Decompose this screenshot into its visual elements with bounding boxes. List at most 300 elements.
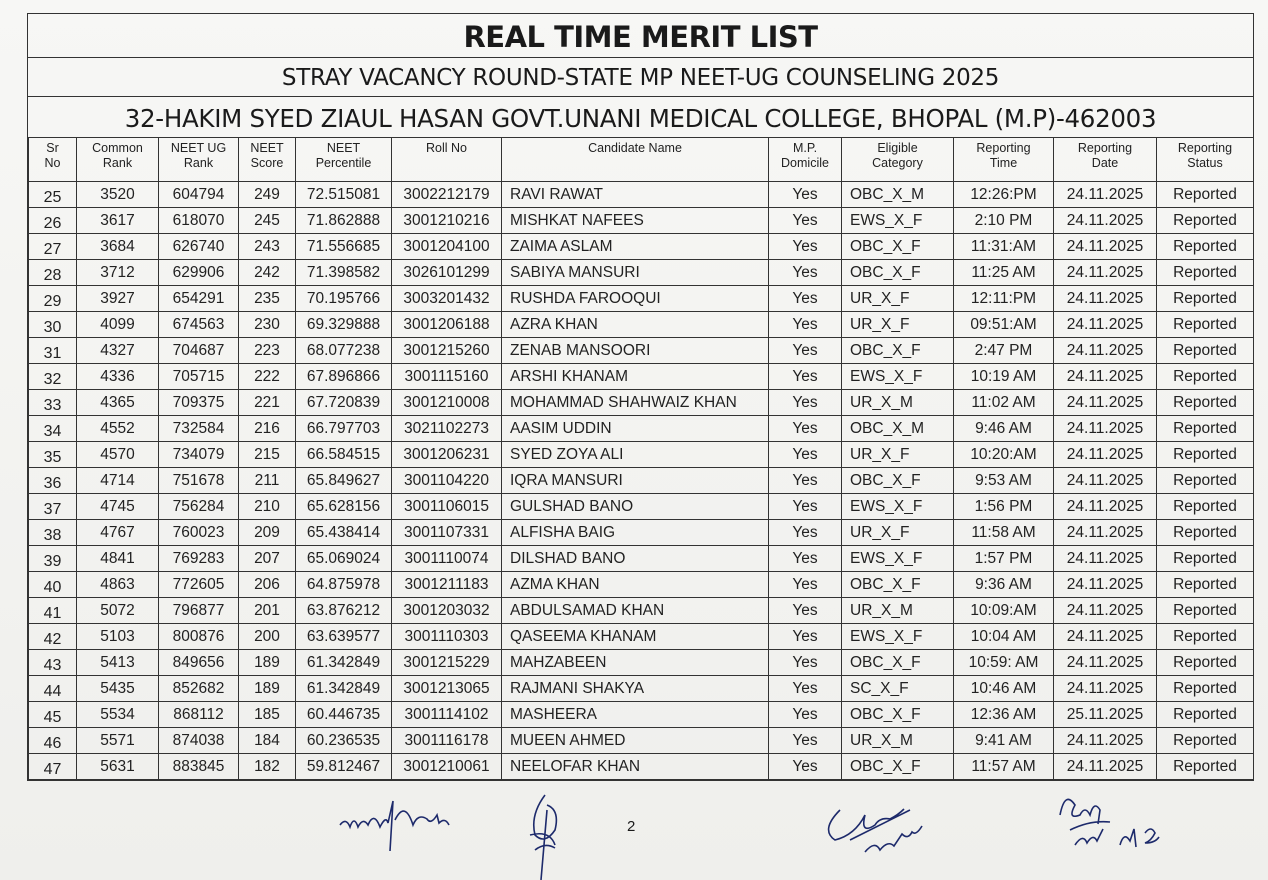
cell-neet-score: 211: [239, 468, 296, 494]
cell-neet-ug-rank: 751678: [159, 468, 239, 494]
column-header-line: Eligible: [877, 141, 918, 155]
cell-eligible-category: EWS_X_F: [842, 494, 954, 520]
cell-candidate-name: DILSHAD BANO: [502, 546, 769, 572]
cell-reporting-status: Reported: [1157, 442, 1254, 468]
cell-neet-percentile: 65.438414: [296, 520, 392, 546]
cell-mp-domicile: Yes: [769, 338, 842, 364]
cell-roll-no: 3001210008: [392, 390, 502, 416]
cell-reporting-date: 24.11.2025: [1054, 728, 1157, 754]
cell-candidate-name: NEELOFAR KHAN: [502, 754, 769, 780]
cell-neet-score: 206: [239, 572, 296, 598]
signature-2: [810, 790, 960, 860]
cell-neet-score: 222: [239, 364, 296, 390]
cell-reporting-date: 24.11.2025: [1054, 494, 1157, 520]
cell-reporting-status: Reported: [1157, 754, 1254, 780]
cell-candidate-name: ARSHI KHANAM: [502, 364, 769, 390]
cell-reporting-time: 12:36 AM: [954, 702, 1054, 728]
cell-neet-percentile: 66.797703: [296, 416, 392, 442]
cell-eligible-category: OBC_X_F: [842, 702, 954, 728]
cell-sr-no: 31: [29, 338, 77, 364]
cell-mp-domicile: Yes: [769, 260, 842, 286]
column-header-candidate-name: [502, 138, 769, 182]
cell-reporting-time: 11:25 AM: [954, 260, 1054, 286]
cell-neet-ug-rank: 618070: [159, 208, 239, 234]
cell-common-rank: 3520: [77, 182, 159, 208]
cell-candidate-name: AZMA KHAN: [502, 572, 769, 598]
cell-common-rank: 4336: [77, 364, 159, 390]
cell-neet-ug-rank: 769283: [159, 546, 239, 572]
table-row: [29, 546, 1254, 572]
cell-neet-score: 245: [239, 208, 296, 234]
column-header-line: Roll No: [426, 141, 467, 155]
cell-neet-ug-rank: 709375: [159, 390, 239, 416]
cell-common-rank: 5534: [77, 702, 159, 728]
column-header-line: Date: [1091, 156, 1119, 170]
table-row: [29, 312, 1254, 338]
cell-neet-score: 189: [239, 650, 296, 676]
cell-eligible-category: OBC_X_F: [842, 650, 954, 676]
column-header-roll-no: [392, 138, 502, 182]
cell-reporting-date: 24.11.2025: [1054, 676, 1157, 702]
column-header-line: Reporting: [1177, 141, 1233, 155]
cell-candidate-name: SYED ZOYA ALI: [502, 442, 769, 468]
cell-neet-percentile: 71.862888: [296, 208, 392, 234]
cell-reporting-date: 24.11.2025: [1054, 598, 1157, 624]
cell-neet-ug-rank: 874038: [159, 728, 239, 754]
column-header-reporting-status: [1157, 138, 1254, 182]
cell-reporting-date: 24.11.2025: [1054, 260, 1157, 286]
cell-neet-ug-rank: 734079: [159, 442, 239, 468]
table-row: [29, 338, 1254, 364]
cell-roll-no: 3021102273: [392, 416, 502, 442]
cell-reporting-status: Reported: [1157, 468, 1254, 494]
cell-eligible-category: UR_X_F: [842, 520, 954, 546]
cell-sr-no: 44: [29, 676, 77, 702]
cell-mp-domicile: Yes: [769, 572, 842, 598]
cell-neet-score: 216: [239, 416, 296, 442]
cell-neet-ug-rank: 756284: [159, 494, 239, 520]
column-header-line: Rank: [183, 156, 214, 170]
table-row: [29, 728, 1254, 754]
cell-eligible-category: UR_X_M: [842, 390, 954, 416]
cell-reporting-date: 24.11.2025: [1054, 572, 1157, 598]
cell-neet-percentile: 71.556685: [296, 234, 392, 260]
cell-neet-score: 182: [239, 754, 296, 780]
cell-sr-no: 37: [29, 494, 77, 520]
cell-sr-no: 41: [29, 598, 77, 624]
cell-neet-percentile: 67.896866: [296, 364, 392, 390]
cell-neet-ug-rank: 626740: [159, 234, 239, 260]
cell-sr-no: 45: [29, 702, 77, 728]
table-row: [29, 520, 1254, 546]
cell-reporting-status: Reported: [1157, 728, 1254, 754]
column-header-line: Status: [1187, 156, 1223, 170]
cell-neet-ug-rank: 674563: [159, 312, 239, 338]
table-row: [29, 260, 1254, 286]
cell-sr-no: 46: [29, 728, 77, 754]
cell-reporting-time: 1:57 PM: [954, 546, 1054, 572]
cell-reporting-time: 09:51:AM: [954, 312, 1054, 338]
cell-eligible-category: UR_X_F: [842, 312, 954, 338]
cell-reporting-status: Reported: [1157, 598, 1254, 624]
cell-reporting-date: 24.11.2025: [1054, 338, 1157, 364]
cell-mp-domicile: Yes: [769, 182, 842, 208]
cell-common-rank: 5435: [77, 676, 159, 702]
cell-neet-percentile: 65.849627: [296, 468, 392, 494]
cell-mp-domicile: Yes: [769, 520, 842, 546]
cell-reporting-time: 10:04 AM: [954, 624, 1054, 650]
cell-mp-domicile: Yes: [769, 286, 842, 312]
cell-sr-no: 32: [29, 364, 77, 390]
merit-table: [28, 137, 1254, 780]
cell-common-rank: 3617: [77, 208, 159, 234]
cell-neet-ug-rank: 760023: [159, 520, 239, 546]
column-header-line: Domicile: [781, 156, 829, 170]
cell-reporting-status: Reported: [1157, 234, 1254, 260]
cell-common-rank: 3712: [77, 260, 159, 286]
cell-sr-no: 47: [29, 754, 77, 780]
cell-neet-ug-rank: 604794: [159, 182, 239, 208]
signature-1: [335, 790, 595, 880]
column-header-line: Time: [989, 156, 1018, 170]
cell-eligible-category: EWS_X_F: [842, 624, 954, 650]
cell-roll-no: 3001115160: [392, 364, 502, 390]
cell-reporting-date: 24.11.2025: [1054, 650, 1157, 676]
cell-eligible-category: UR_X_M: [842, 728, 954, 754]
cell-candidate-name: RAJMANI SHAKYA: [502, 676, 769, 702]
cell-sr-no: 27: [29, 234, 77, 260]
cell-roll-no: 3001210061: [392, 754, 502, 780]
column-header-line: Reporting: [976, 141, 1031, 155]
cell-sr-no: 40: [29, 572, 77, 598]
column-header-neet-score: [239, 138, 296, 182]
table-row: [29, 286, 1254, 312]
cell-neet-score: 210: [239, 494, 296, 520]
cell-common-rank: 4570: [77, 442, 159, 468]
cell-neet-score: 207: [239, 546, 296, 572]
table-row: [29, 598, 1254, 624]
cell-common-rank: 4552: [77, 416, 159, 442]
column-header-line: Score: [250, 156, 284, 170]
table-row: [29, 754, 1254, 780]
cell-neet-percentile: 61.342849: [296, 650, 392, 676]
cell-candidate-name: AZRA KHAN: [502, 312, 769, 338]
cell-common-rank: 3684: [77, 234, 159, 260]
cell-reporting-time: 1:56 PM: [954, 494, 1054, 520]
cell-reporting-status: Reported: [1157, 416, 1254, 442]
cell-candidate-name: SABIYA MANSURI: [502, 260, 769, 286]
cell-roll-no: 3001110303: [392, 624, 502, 650]
cell-common-rank: 5571: [77, 728, 159, 754]
table-row: [29, 234, 1254, 260]
column-header-neet-percentile: [296, 138, 392, 182]
column-header-line: Percentile: [315, 156, 372, 170]
cell-reporting-date: 24.11.2025: [1054, 416, 1157, 442]
cell-reporting-time: 11:31:AM: [954, 234, 1054, 260]
cell-neet-percentile: 66.584515: [296, 442, 392, 468]
cell-reporting-status: Reported: [1157, 520, 1254, 546]
cell-eligible-category: OBC_X_F: [842, 468, 954, 494]
cell-reporting-status: Reported: [1157, 364, 1254, 390]
cell-eligible-category: EWS_X_F: [842, 364, 954, 390]
cell-roll-no: 3001106015: [392, 494, 502, 520]
cell-sr-no: 34: [29, 416, 77, 442]
cell-reporting-time: 11:58 AM: [954, 520, 1054, 546]
cell-neet-percentile: 60.236535: [296, 728, 392, 754]
cell-common-rank: 4099: [77, 312, 159, 338]
cell-reporting-date: 25.11.2025: [1054, 702, 1157, 728]
column-header-line: Common: [92, 141, 143, 155]
table-row: [29, 702, 1254, 728]
table-row: [29, 572, 1254, 598]
cell-common-rank: 4863: [77, 572, 159, 598]
table-row: [29, 364, 1254, 390]
cell-neet-score: 215: [239, 442, 296, 468]
cell-candidate-name: ABDULSAMAD KHAN: [502, 598, 769, 624]
cell-reporting-time: 2:47 PM: [954, 338, 1054, 364]
cell-reporting-time: 11:02 AM: [954, 390, 1054, 416]
cell-candidate-name: ZAIMA ASLAM: [502, 234, 769, 260]
cell-eligible-category: UR_X_F: [842, 286, 954, 312]
cell-neet-ug-rank: 868112: [159, 702, 239, 728]
cell-common-rank: 3927: [77, 286, 159, 312]
cell-reporting-time: 11:57 AM: [954, 754, 1054, 780]
cell-reporting-date: 24.11.2025: [1054, 364, 1157, 390]
cell-eligible-category: OBC_X_F: [842, 754, 954, 780]
cell-neet-percentile: 67.720839: [296, 390, 392, 416]
cell-reporting-status: Reported: [1157, 312, 1254, 338]
cell-mp-domicile: Yes: [769, 728, 842, 754]
cell-reporting-status: Reported: [1157, 182, 1254, 208]
cell-roll-no: 3001104220: [392, 468, 502, 494]
cell-reporting-date: 24.11.2025: [1054, 312, 1157, 338]
column-header-line: M.P.: [792, 141, 818, 155]
cell-reporting-time: 10:19 AM: [954, 364, 1054, 390]
cell-common-rank: 5631: [77, 754, 159, 780]
cell-candidate-name: MASHEERA: [502, 702, 769, 728]
cell-mp-domicile: Yes: [769, 676, 842, 702]
document-title: REAL TIME MERIT LIST: [28, 14, 1253, 58]
cell-common-rank: 5413: [77, 650, 159, 676]
cell-sr-no: 26: [29, 208, 77, 234]
cell-neet-ug-rank: 704687: [159, 338, 239, 364]
cell-neet-ug-rank: 852682: [159, 676, 239, 702]
column-header-line: Sr: [46, 141, 59, 155]
cell-neet-percentile: 65.069024: [296, 546, 392, 572]
column-header-line: Candidate Name: [588, 141, 682, 155]
table-row: [29, 182, 1254, 208]
table-row: [29, 624, 1254, 650]
cell-candidate-name: AASIM UDDIN: [502, 416, 769, 442]
cell-common-rank: 5072: [77, 598, 159, 624]
cell-neet-percentile: 60.446735: [296, 702, 392, 728]
table-row: [29, 208, 1254, 234]
cell-mp-domicile: Yes: [769, 312, 842, 338]
cell-neet-ug-rank: 732584: [159, 416, 239, 442]
cell-candidate-name: QASEEMA KHANAM: [502, 624, 769, 650]
column-header-line: NEET UG: [170, 141, 227, 155]
cell-roll-no: 3001210216: [392, 208, 502, 234]
cell-reporting-status: Reported: [1157, 338, 1254, 364]
cell-common-rank: 4745: [77, 494, 159, 520]
cell-common-rank: 4841: [77, 546, 159, 572]
cell-sr-no: 30: [29, 312, 77, 338]
cell-roll-no: 3001206188: [392, 312, 502, 338]
cell-roll-no: 3001215229: [392, 650, 502, 676]
cell-reporting-status: Reported: [1157, 702, 1254, 728]
cell-common-rank: 4767: [77, 520, 159, 546]
cell-mp-domicile: Yes: [769, 468, 842, 494]
cell-neet-score: 209: [239, 520, 296, 546]
cell-neet-percentile: 70.195766: [296, 286, 392, 312]
cell-reporting-time: 12:26:PM: [954, 182, 1054, 208]
cell-candidate-name: IQRA MANSURI: [502, 468, 769, 494]
document-subtitle: STRAY VACANCY ROUND-STATE MP NEET-UG COUNSELING 2025: [28, 58, 1253, 97]
cell-neet-ug-rank: 654291: [159, 286, 239, 312]
cell-eligible-category: OBC_X_F: [842, 260, 954, 286]
cell-neet-ug-rank: 772605: [159, 572, 239, 598]
cell-reporting-date: 24.11.2025: [1054, 624, 1157, 650]
cell-neet-score: 242: [239, 260, 296, 286]
cell-mp-domicile: Yes: [769, 598, 842, 624]
cell-reporting-status: Reported: [1157, 286, 1254, 312]
cell-candidate-name: RAVI RAWAT: [502, 182, 769, 208]
column-header-sr-no: [29, 138, 77, 182]
cell-neet-percentile: 59.812467: [296, 754, 392, 780]
cell-roll-no: 3001206231: [392, 442, 502, 468]
column-header-common-rank: [77, 138, 159, 182]
cell-candidate-name: GULSHAD BANO: [502, 494, 769, 520]
cell-neet-score: 185: [239, 702, 296, 728]
cell-reporting-status: Reported: [1157, 624, 1254, 650]
cell-reporting-status: Reported: [1157, 572, 1254, 598]
cell-roll-no: 3001110074: [392, 546, 502, 572]
column-header-line: Reporting: [1077, 141, 1133, 155]
column-header-line: Rank: [102, 156, 133, 170]
column-header-neet-ug-rank: [159, 138, 239, 182]
cell-sr-no: 29: [29, 286, 77, 312]
cell-mp-domicile: Yes: [769, 442, 842, 468]
column-header-reporting-date: [1054, 138, 1157, 182]
cell-reporting-time: 9:36 AM: [954, 572, 1054, 598]
cell-mp-domicile: Yes: [769, 364, 842, 390]
cell-mp-domicile: Yes: [769, 390, 842, 416]
column-header-reporting-time: [954, 138, 1054, 182]
cell-neet-percentile: 63.876212: [296, 598, 392, 624]
cell-neet-score: 235: [239, 286, 296, 312]
cell-sr-no: 25: [29, 182, 77, 208]
cell-roll-no: 3001211183: [392, 572, 502, 598]
cell-reporting-date: 24.11.2025: [1054, 520, 1157, 546]
cell-neet-score: 184: [239, 728, 296, 754]
cell-roll-no: 3026101299: [392, 260, 502, 286]
cell-neet-ug-rank: 800876: [159, 624, 239, 650]
cell-roll-no: 3001204100: [392, 234, 502, 260]
table-row: [29, 442, 1254, 468]
cell-common-rank: 4365: [77, 390, 159, 416]
cell-mp-domicile: Yes: [769, 546, 842, 572]
cell-roll-no: 3001213065: [392, 676, 502, 702]
cell-mp-domicile: Yes: [769, 494, 842, 520]
cell-roll-no: 3002212179: [392, 182, 502, 208]
cell-neet-percentile: 69.329888: [296, 312, 392, 338]
cell-sr-no: 43: [29, 650, 77, 676]
cell-candidate-name: MAHZABEEN: [502, 650, 769, 676]
cell-neet-ug-rank: 849656: [159, 650, 239, 676]
cell-eligible-category: EWS_X_F: [842, 546, 954, 572]
cell-reporting-status: Reported: [1157, 494, 1254, 520]
cell-neet-ug-rank: 796877: [159, 598, 239, 624]
table-row: [29, 676, 1254, 702]
cell-reporting-date: 24.11.2025: [1054, 468, 1157, 494]
cell-sr-no: 38: [29, 520, 77, 546]
cell-common-rank: 4714: [77, 468, 159, 494]
cell-neet-percentile: 63.639577: [296, 624, 392, 650]
cell-neet-percentile: 72.515081: [296, 182, 392, 208]
page-number: 2: [627, 818, 636, 835]
table-row: [29, 650, 1254, 676]
cell-neet-percentile: 71.398582: [296, 260, 392, 286]
cell-neet-score: 249: [239, 182, 296, 208]
cell-neet-score: 221: [239, 390, 296, 416]
signature-3: [1050, 785, 1190, 855]
merit-list-document: [27, 13, 1254, 781]
column-header-eligible-category: [842, 138, 954, 182]
column-header-line: No: [44, 156, 61, 170]
cell-candidate-name: ALFISHA BAIG: [502, 520, 769, 546]
cell-reporting-date: 24.11.2025: [1054, 546, 1157, 572]
college-name: 32-HAKIM SYED ZIAUL HASAN GOVT.UNANI MEDICAL COLLEGE, BHOPAL (M.P)-462003: [124, 104, 1157, 133]
table-header-row: [29, 138, 1254, 182]
cell-candidate-name: MUEEN AHMED: [502, 728, 769, 754]
cell-eligible-category: OBC_X_F: [842, 572, 954, 598]
cell-reporting-time: 12:11:PM: [954, 286, 1054, 312]
cell-reporting-date: 24.11.2025: [1054, 442, 1157, 468]
cell-neet-ug-rank: 883845: [159, 754, 239, 780]
cell-sr-no: 28: [29, 260, 77, 286]
cell-mp-domicile: Yes: [769, 702, 842, 728]
cell-reporting-date: 24.11.2025: [1054, 754, 1157, 780]
column-header-line: Category: [872, 156, 923, 170]
cell-neet-percentile: 64.875978: [296, 572, 392, 598]
table-row: [29, 468, 1254, 494]
cell-reporting-time: 9:41 AM: [954, 728, 1054, 754]
cell-reporting-time: 2:10 PM: [954, 208, 1054, 234]
cell-roll-no: 3001203032: [392, 598, 502, 624]
cell-mp-domicile: Yes: [769, 208, 842, 234]
cell-reporting-time: 10:59: AM: [954, 650, 1054, 676]
cell-roll-no: 3003201432: [392, 286, 502, 312]
cell-mp-domicile: Yes: [769, 624, 842, 650]
cell-mp-domicile: Yes: [769, 650, 842, 676]
cell-sr-no: 35: [29, 442, 77, 468]
cell-reporting-date: 24.11.2025: [1054, 286, 1157, 312]
cell-roll-no: 3001107331: [392, 520, 502, 546]
cell-sr-no: 42: [29, 624, 77, 650]
cell-eligible-category: OBC_X_F: [842, 338, 954, 364]
column-header-line: NEET: [250, 141, 284, 155]
cell-reporting-status: Reported: [1157, 546, 1254, 572]
column-header-line: NEET: [326, 141, 361, 155]
cell-eligible-category: OBC_X_M: [842, 182, 954, 208]
cell-candidate-name: MISHKAT NAFEES: [502, 208, 769, 234]
cell-neet-score: 189: [239, 676, 296, 702]
cell-neet-percentile: 61.342849: [296, 676, 392, 702]
cell-candidate-name: ZENAB MANSOORI: [502, 338, 769, 364]
cell-mp-domicile: Yes: [769, 754, 842, 780]
cell-eligible-category: UR_X_M: [842, 598, 954, 624]
cell-eligible-category: SC_X_F: [842, 676, 954, 702]
